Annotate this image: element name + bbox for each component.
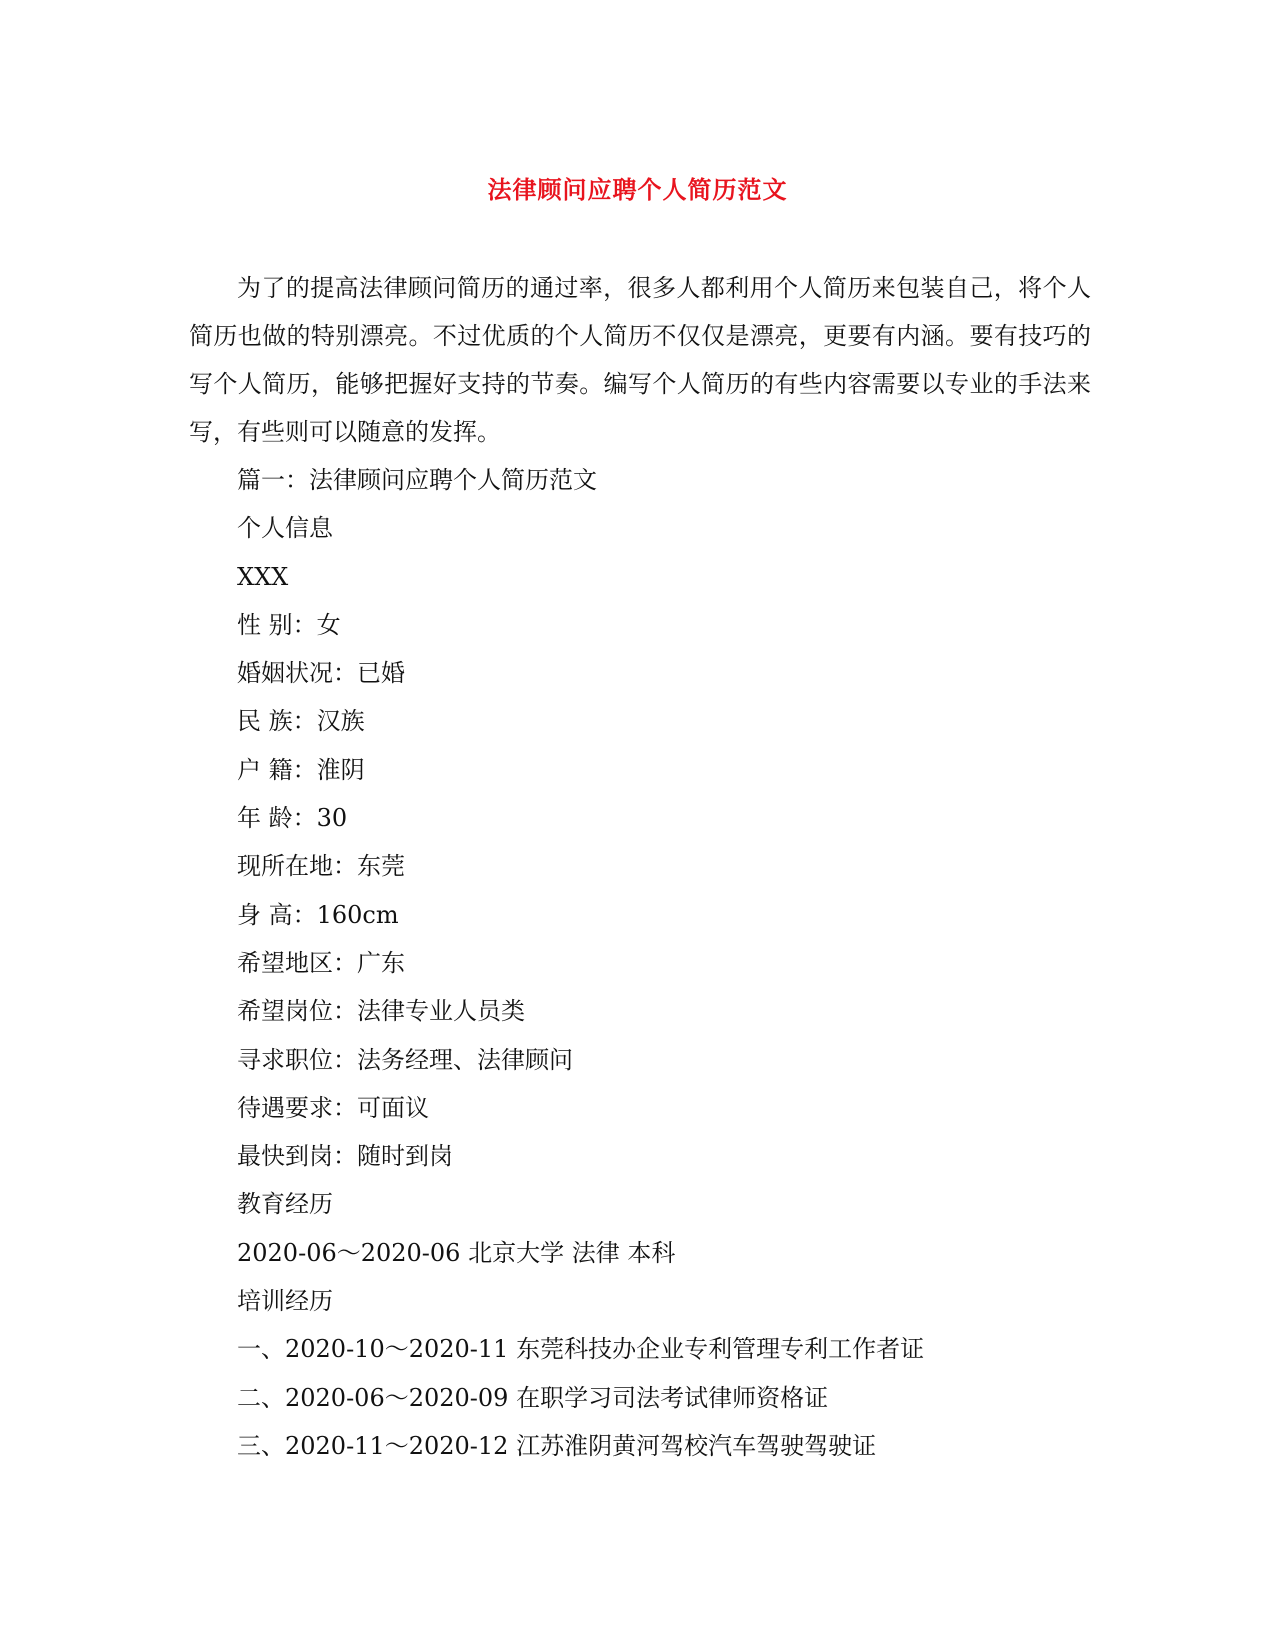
info-gender: 性 别：女 [237, 610, 341, 639]
info-current-location: 现所在地：东莞 [237, 852, 405, 881]
training-entry-1: 一、2020-10～2020-11 东莞科技办企业专利管理专利工作者证 [237, 1335, 925, 1364]
intro-paragraph: 为了的提高法律顾问简历的通过率，很多人都利用个人简历来包装自己，将个人简历也做的特别漂亮。不过优质的个人简历不仅仅是漂亮，更要有内涵。要有技巧的写个人简历，能够把握好支持的节奏。编写个人简历的有些内容需要以专业的手法来写，有些则可以随意的发挥。 [189, 274, 1091, 446]
info-height: 身 高：160cm [237, 900, 399, 929]
training-entry-2: 二、2020-06～2020-09 在职学习司法考试律师资格证 [237, 1383, 829, 1412]
training-entry-3: 三、2020-11～2020-12 江苏淮阴黄河驾校汽车驾驶驾驶证 [237, 1431, 877, 1460]
info-target-position: 寻求职位：法务经理、法律顾问 [237, 1045, 573, 1074]
info-ethnicity: 民 族：汉族 [237, 707, 365, 736]
info-hometown: 户 籍：淮阴 [237, 755, 365, 784]
section-heading-article-one: 篇一：法律顾问应聘个人简历范文 [237, 466, 597, 494]
section-heading-education: 教育经历 [237, 1190, 333, 1219]
info-availability: 最快到岗：随时到岗 [237, 1142, 453, 1171]
info-desired-region: 希望地区：广东 [237, 948, 405, 977]
document-title: 法律顾问应聘个人简历范文 [487, 175, 788, 204]
section-heading-training: 培训经历 [237, 1287, 333, 1316]
info-name: XXX [237, 562, 289, 591]
section-heading-personal-info: 个人信息 [237, 514, 333, 543]
info-desired-post: 希望岗位：法律专业人员类 [237, 997, 525, 1026]
info-salary-expectation: 待遇要求：可面议 [237, 1093, 429, 1122]
info-marital-status: 婚姻状况：已婚 [237, 659, 405, 688]
education-entry: 2020-06～2020-06 北京大学 法律 本科 [237, 1238, 676, 1267]
resume-lines [237, 456, 1091, 1470]
info-age: 年 龄：30 [237, 804, 348, 833]
